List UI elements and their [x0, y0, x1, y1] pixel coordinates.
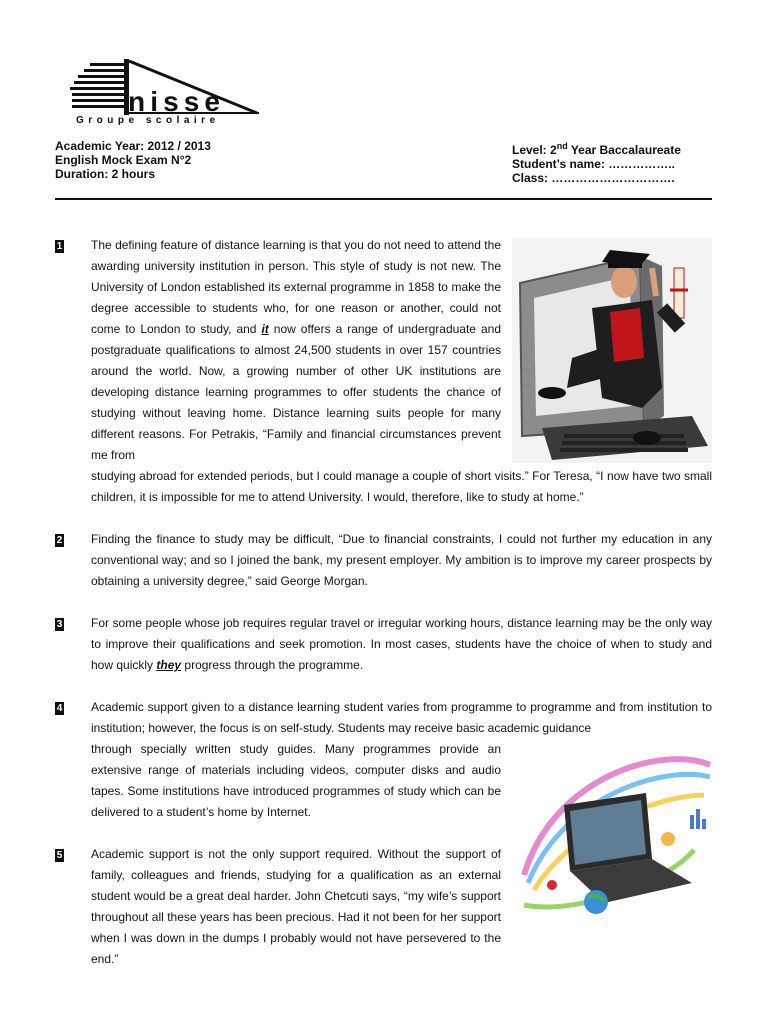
svg-text:Groupe scolaire: Groupe scolaire: [76, 115, 220, 125]
paragraph-1-text-a: The defining feature of distance learning is that you do not need to attend the awarding university institution in person. This style of study is not new. The University of London established its external programme in 1858 to make the degree accessible to students who, for one reason or another, could not come to London to study, and: [91, 238, 501, 336]
laptop-learning-image: [514, 755, 714, 920]
student-name-field: Student’s name: ……………..: [512, 157, 675, 171]
paragraph-1-text-c: studying abroad for extended periods, but I could manage a couple of short visits.” For Teresa, “I now have two small children, it is impossible for me to attend University. I would, therefore, like to study at home.”: [91, 469, 712, 504]
paragraph-1-continued: [91, 466, 712, 508]
paragraph-4-text-a: Academic support given to a distance learning student varies from programme to programme and from institution to institution; however, the focus is on self-study. Students may receive basic academic guidance: [91, 700, 712, 735]
level-sup: nd: [556, 141, 568, 151]
paragraph-number: 1: [56, 241, 63, 252]
paragraph-1-text-b: now offers a range of undergraduate and postgraduate qualifications to almost 24,500 students in over 157 countries around the world. Now, a growing number of other UK institutions are developing distance learning programmes to offer students the chance of studying without leaving home. Distance learning suits people for many different reasons. For Petrakis, “Family and financial circumstances prevent me from: [91, 322, 501, 462]
level: [512, 139, 681, 157]
paragraph-1: [91, 235, 501, 466]
highlighted-word-they: they: [156, 658, 182, 672]
exam-info-right: [512, 139, 681, 185]
highlighted-word-it: it: [261, 322, 269, 336]
paragraph-5: [91, 844, 501, 970]
class-field: Class: ………………………….: [512, 171, 675, 185]
paragraph-4-continued: [91, 739, 501, 823]
level-prefix: Level: 2: [512, 143, 557, 157]
exam-title: English Mock Exam N°2: [55, 153, 192, 167]
graduate-computer-image: [512, 238, 712, 463]
paragraph-4: [91, 697, 712, 739]
school-logo: [62, 55, 267, 125]
svg-text:nisse: nisse: [128, 86, 220, 117]
exam-info-left: [55, 139, 211, 181]
paragraph-2-text: Finding the finance to study may be difficult, “Due to financial constraints, I could not further my education in any conventional way; and so I joined the bank, my present employer. My ambition is to improve my career prospects by obtaining a university degree,” said George Morgan.: [91, 532, 712, 588]
paragraph-3: [91, 613, 712, 676]
exam-duration: Duration: 2 hours: [55, 167, 156, 181]
academic-year: Academic Year: 2012 / 2013: [55, 139, 211, 153]
paragraph-3-text-b: progress through the programme.: [181, 658, 364, 672]
paragraph-number: 2: [56, 535, 63, 546]
paragraph-5-text: Academic support is not the only support required. Without the support of family, colleagues and friends, studying for a qualification as an external student would be a great deal harder. John Chetcuti says, “my wife’s support throughout all these years has been precious. Had it not been for her support when I was down in the dumps I probably would not have persevered to the end.”: [91, 847, 501, 966]
level-suffix: Year Baccalaureate: [567, 143, 681, 157]
paragraph-number: 3: [56, 619, 63, 630]
paragraph-2: [91, 529, 712, 592]
paragraph-3-text-a: For some people whose job requires regular travel or irregular working hours, distance learning may be the only way to improve their qualifications and seek promotion. In most cases, students have the choice of when to study and how quickly: [91, 616, 712, 672]
paragraph-number: 5: [56, 850, 63, 861]
paragraph-number: 4: [56, 703, 63, 714]
paragraph-4-text-b: through specially written study guides. Many programmes provide an extensive range of materials including videos, computer disks and audio tapes. Some institutions have introduced programmes of study which can be delivered to a student’s home by Internet.: [91, 742, 501, 819]
header-divider: [55, 198, 712, 200]
